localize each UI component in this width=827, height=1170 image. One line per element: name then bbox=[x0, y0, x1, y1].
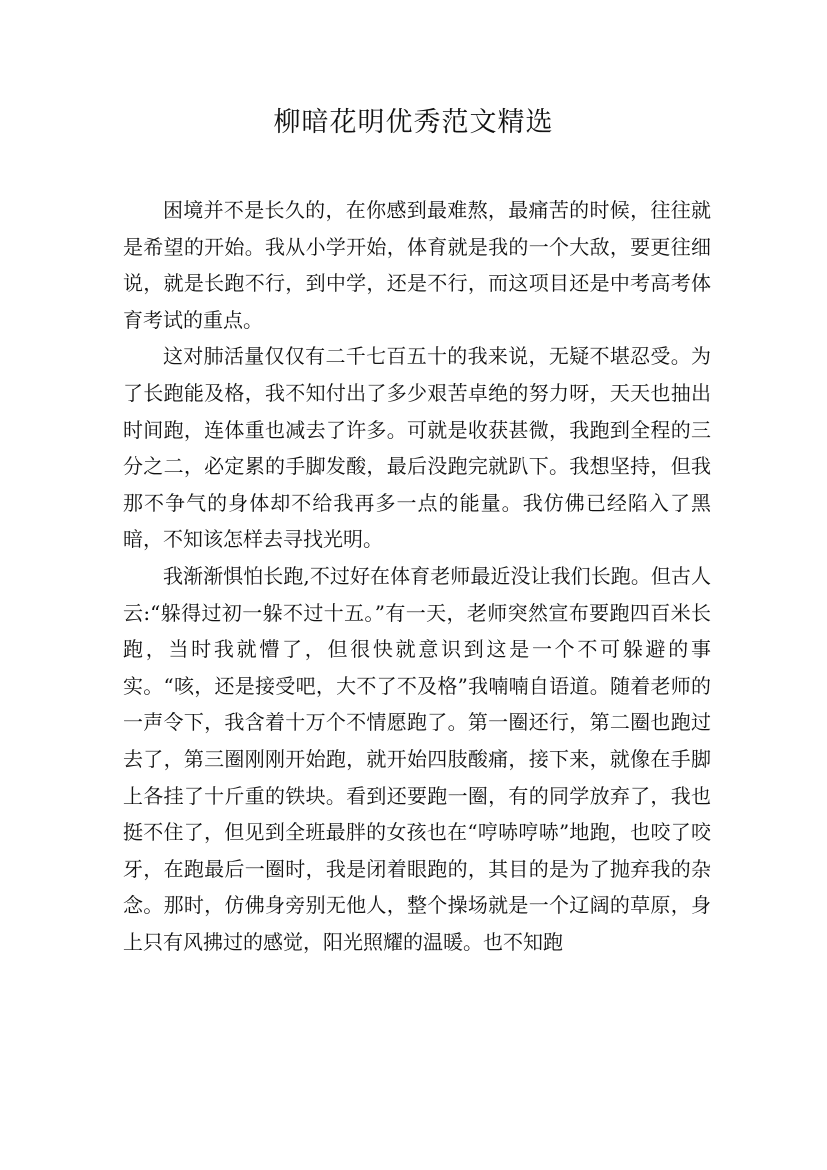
document-body bbox=[123, 192, 711, 960]
paragraph-2: 这对肺活量仅仅有二千七百五十的我来说，无疑不堪忍受。为了长跑能及格，我不知付出了多少艰苦卓绝的努力呀，天天也抽出时间跑，连体重也减去了许多。可就是收获甚微，我跑到全程的三分之二，必定累的手脚发酸，最后没跑完就趴下。我想坚持，但我那不争气的身体却不给我再多一点的能量。我仿佛已经陷入了黑暗，不知该怎样去寻找光明。 bbox=[123, 344, 711, 552]
paragraph-1: 困境并不是长久的，在你感到最难熬，最痛苦的时候，往往就是希望的开始。我从小学开始，体育就是我的一个大敌，要更往细说，就是长跑不行，到中学，还是不行，而这项目还是中考高考体育考试的重点。 bbox=[123, 198, 711, 332]
document-title: 柳暗花明优秀范文精选 bbox=[273, 107, 554, 138]
paragraph-3: 我渐渐惧怕长跑,不过好在体育老师最近没让我们长跑。但古人云:“躲得过初一躲不过十五。”有一天，老师突然宣布要跑四百米长跑，当时我就懵了，但很快就意识到这是一个不可躲避的事实。“咳，还是接受吧，大不了不及格”我喃喃自语道。随着老师的一声令下，我含着十万个不情愿跑了。第一圈还行，第二圈也跑过去了，第三圈刚刚开始跑，就开始四肢酸痛，接下来，就像在手脚上各挂了十斤重的铁块。看到还要跑一圈，有的同学放弃了，我也挺不住了，但见到全班最胖的女孩也在“哼哧哼哧”地跑，也咬了咬牙，在跑最后一圈时，我是闭着眼跑的，其目的是为了抛弃我的杂念。那时，仿佛身旁别无他人，整个操场就是一个辽阔的草原，身上只有风拂过的感觉，阳光照耀的温暖。也不知跑 bbox=[123, 563, 711, 954]
